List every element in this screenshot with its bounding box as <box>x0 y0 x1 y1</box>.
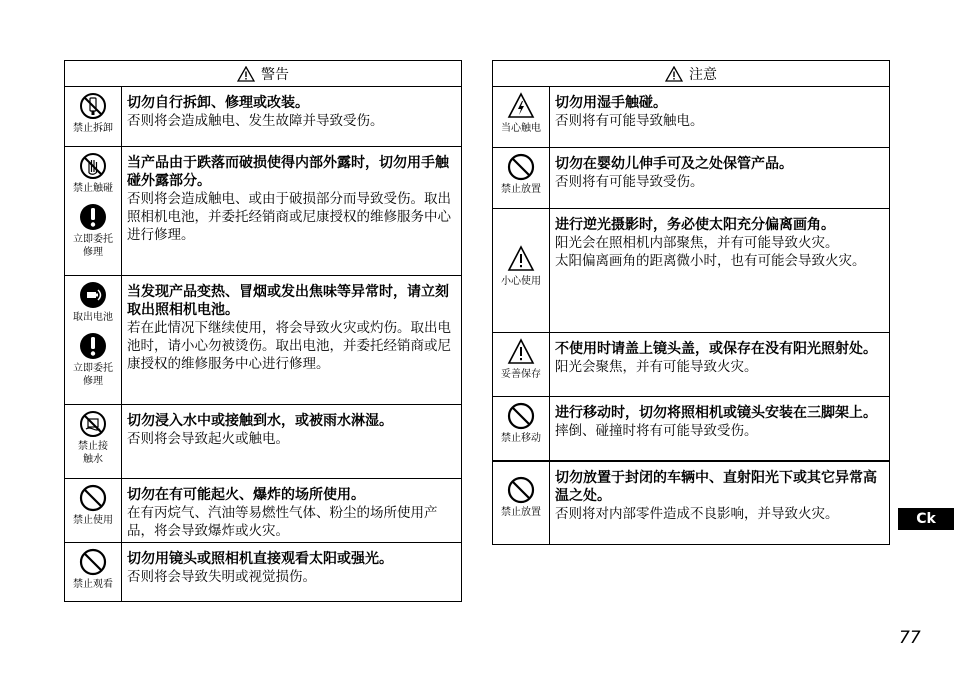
row-title: 切勿用湿手触碰。 <box>555 95 667 111</box>
caution-row <box>493 209 889 333</box>
row-title: 当产品由于跌落而破损使得内部外露时，切勿用手触碰外露部分。 <box>127 155 449 189</box>
icon-label: 禁止接 触水 <box>78 441 108 465</box>
icon-label: 立即委托 修理 <box>73 363 113 387</box>
caution-row <box>493 462 889 544</box>
row-body: 否则将会造成触电、或由于破损部分而导致受伤。取出照相机电池，并委托经销商或尼康授权的维修服务中心进行修理。 <box>127 191 451 243</box>
row-title: 切勿浸入水中或接触到水，或被雨水淋湿。 <box>127 413 393 429</box>
caution-icon <box>507 338 535 366</box>
row-title: 切勿用镜头或照相机直接观看太阳或强光。 <box>127 551 393 567</box>
warning-row <box>65 405 461 479</box>
row-title: 当发现产品变热、冒烟或发出焦味等异常时，请立刻取出照相机电池。 <box>127 284 449 318</box>
mandatory-action-icon <box>79 203 107 231</box>
row-title: 进行逆光摄影时，务必使太阳充分偏离画角。 <box>555 217 835 233</box>
prohibited-icon <box>507 402 535 430</box>
row-body-2: 太阳偏离画角的距离微小时，也有可能会导致火灾。 <box>555 253 866 269</box>
warning-triangle-icon <box>665 66 683 82</box>
warning-row <box>65 147 461 276</box>
caution-header <box>493 61 889 87</box>
icon-label: 禁止放置 <box>501 184 541 195</box>
icon-label: 禁止放置 <box>501 507 541 518</box>
row-body: 若在此情况下继续使用，将会导致火灾或灼伤。取出电池时，请小心勿被烫伤。取出电池，并委托经销商或尼康授权的维修服务中心进行修理。 <box>127 320 451 372</box>
row-body: 否则将有可能导致触电。 <box>555 113 704 129</box>
no-touch-icon <box>79 152 107 180</box>
row-title: 不使用时请盖上镜头盖，或保存在没有阳光照射处。 <box>555 341 877 357</box>
electric-shock-warning-icon <box>507 92 535 120</box>
icon-label: 当心触电 <box>501 123 541 134</box>
prohibited-icon <box>507 476 535 504</box>
prohibited-icon <box>507 153 535 181</box>
caution-row <box>493 87 889 148</box>
row-title: 切勿在婴幼儿伸手可及之处保管产品。 <box>555 156 793 172</box>
caution-header-label: 注意 <box>689 66 717 83</box>
caution-row <box>493 397 889 462</box>
icon-label: 立即委托 修理 <box>73 234 113 258</box>
icon-label: 禁止使用 <box>73 515 113 526</box>
row-body: 阳光会在照相机内部聚焦，并有可能导致火灾。 <box>555 235 839 251</box>
row-body: 否则将有可能导致受伤。 <box>555 174 704 190</box>
row-body: 摔倒、碰撞时将有可能导致受伤。 <box>555 423 758 439</box>
row-title: 切勿在有可能起火、爆炸的场所使用。 <box>127 487 365 503</box>
row-body: 否则将会造成触电、发生故障并导致受伤。 <box>127 113 384 129</box>
row-title: 切勿放置于封闭的车辆中、直射阳光下或其它异常高温之处。 <box>555 470 877 504</box>
icon-label: 禁止拆卸 <box>73 123 113 134</box>
warning-triangle-icon <box>237 66 255 82</box>
mandatory-action-icon <box>79 332 107 360</box>
remove-battery-icon <box>79 281 107 309</box>
warning-row <box>65 479 461 543</box>
caution-row <box>493 333 889 397</box>
caution-row <box>493 148 889 209</box>
row-title: 切勿自行拆卸、修理或改装。 <box>127 95 309 111</box>
row-body: 阳光会聚焦，并有可能导致火灾。 <box>555 359 758 375</box>
row-body: 否则将对内部零件造成不良影响，并导致火灾。 <box>555 506 839 522</box>
prohibited-icon <box>79 484 107 512</box>
row-body: 在有丙烷气、汽油等易燃性气体、粉尘的场所使用产品，将会导致爆炸或火灾。 <box>127 505 438 539</box>
caution-table <box>492 60 890 545</box>
prohibited-icon <box>79 548 107 576</box>
warning-row <box>65 276 461 405</box>
no-disassemble-icon <box>79 92 107 120</box>
warning-row <box>65 543 461 601</box>
warning-row <box>65 87 461 147</box>
icon-label: 小心使用 <box>501 276 541 287</box>
row-title: 进行移动时，切勿将照相机或镜头安装在三脚架上。 <box>555 405 877 421</box>
icon-label: 禁止观看 <box>73 579 113 590</box>
no-water-contact-icon <box>79 410 107 438</box>
icon-label: 禁止移动 <box>501 433 541 444</box>
row-body: 否则将会导致失明或视觉损伤。 <box>127 569 316 585</box>
warning-table <box>64 60 462 602</box>
row-body: 否则将会导致起火或触电。 <box>127 431 289 447</box>
warning-header <box>65 61 461 87</box>
icon-label: 妥善保存 <box>501 369 541 380</box>
icon-label: 禁止触碰 <box>73 183 113 194</box>
icon-label: 取出电池 <box>73 312 113 323</box>
caution-icon <box>507 245 535 273</box>
page-number: 77 <box>899 628 921 648</box>
language-tab: Ck <box>898 508 954 530</box>
warning-header-label: 警告 <box>261 66 289 83</box>
